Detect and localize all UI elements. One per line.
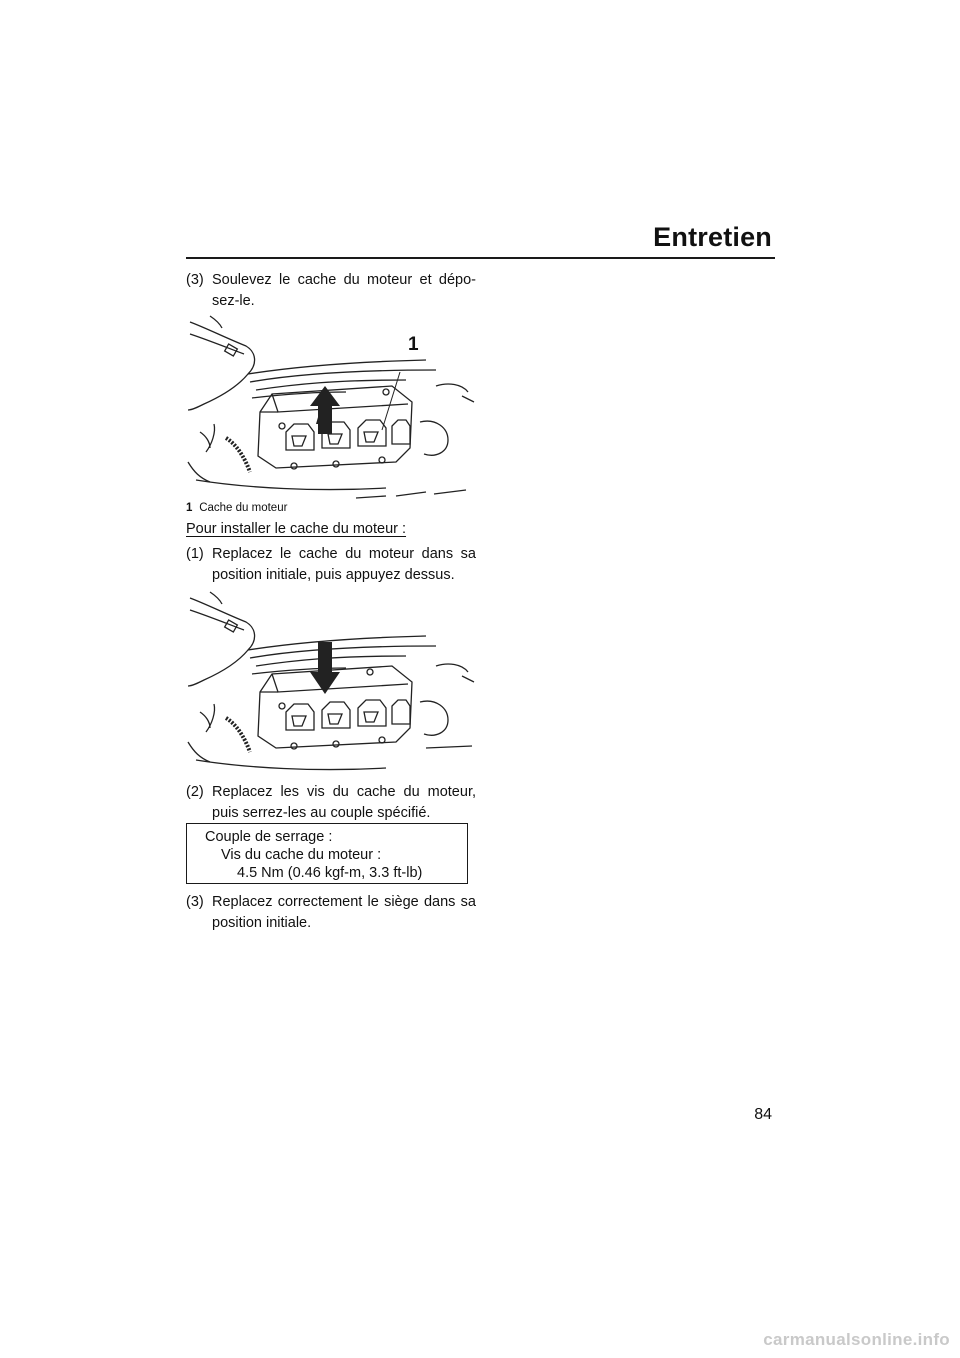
caption-number: 1 (186, 502, 193, 514)
caption-text: Cache du moteur (199, 502, 288, 514)
step-text-line2: sez-le. (212, 293, 255, 309)
spec-label: Couple de serrage : (205, 829, 333, 845)
section-heading: Pour installer le cache du moteur : (186, 521, 407, 537)
engine-illustration-up (186, 312, 476, 500)
step-number: (3) (186, 894, 204, 910)
step-remove-3 (186, 270, 476, 312)
figure-remove-cover (186, 312, 476, 500)
step-number: (2) (186, 784, 204, 800)
spec-value: 4.5 Nm (0.46 kgf-m, 3.3 ft-lb) (237, 865, 423, 881)
step-install-2 (186, 782, 476, 824)
step-text-line1: Replacez correctement le siège dans sa (212, 894, 476, 910)
header-rule (186, 257, 775, 259)
step-text-line2: puis serrez-les au couple spécifié. (212, 805, 431, 821)
engine-illustration-down (186, 588, 476, 778)
step-text-line2: position initiale. (212, 915, 312, 931)
step-text-line1: Replacez le cache du moteur dans sa (212, 546, 476, 562)
step-number: (3) (186, 272, 204, 288)
page-number: 84 (754, 1106, 772, 1123)
spec-item: Vis du cache du moteur : (221, 847, 382, 863)
torque-spec-box (186, 823, 468, 884)
figure-caption (186, 502, 287, 514)
callout-number: 1 (408, 334, 419, 355)
step-text-line2: position initiale, puis appuyez dessus. (212, 567, 455, 583)
step-text-line1: Soulevez le cache du moteur et dépo- (212, 272, 476, 288)
figure-install-cover (186, 588, 476, 778)
step-text-line1: Replacez les vis du cache du moteur, (212, 784, 476, 800)
page-title: Entretien (653, 222, 772, 252)
step-install-1 (186, 544, 476, 586)
step-install-3 (186, 892, 476, 934)
step-number: (1) (186, 546, 204, 562)
watermark: carmanualsonline.info (763, 1330, 950, 1349)
